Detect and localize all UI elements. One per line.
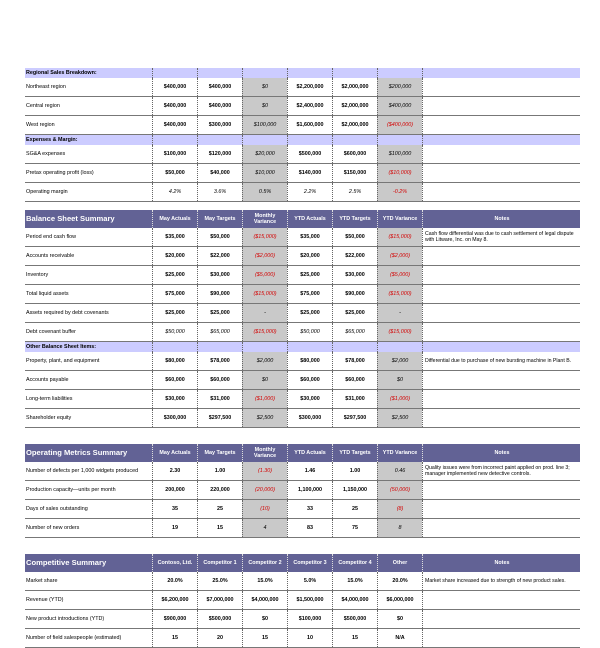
value-cell: $78,000 [197,352,242,370]
column-header: May Actuals [152,444,197,462]
table-row [25,116,580,135]
value-cell: $22,000 [197,247,242,265]
note-cell [422,266,579,284]
note-cell [422,519,579,537]
balance-sheet-header-title: Balance Sheet Summary [26,214,115,223]
table-row [25,145,580,164]
value-cell: $300,000 [152,409,197,427]
value-cell: 20.0% [152,572,197,590]
table-row [25,97,580,116]
value-cell: $80,000 [287,352,332,370]
value-cell: 35 [152,500,197,518]
value-cell: $6,200,000 [152,591,197,609]
note-cell [422,164,579,182]
value-cell: 1.00 [332,462,377,480]
value-cell: $2,000,000 [332,116,377,134]
value-cell: $80,000 [152,352,197,370]
column-header: YTD Targets [332,444,377,462]
row-label: Assets required by debt covenants [26,310,109,316]
note-cell [422,390,579,408]
value-cell: $500,000 [287,145,332,163]
column-header: YTD Targets [332,210,377,228]
row-label: West region [26,122,55,128]
value-cell: 8 [377,519,422,537]
value-cell: ($2,000) [377,247,422,265]
value-cell: $297,500 [332,409,377,427]
value-cell: 15.0% [332,572,377,590]
value-cell: $35,000 [287,228,332,246]
note-cell: Market share increased due to strength of new product sales. [422,572,579,590]
row-label: Accounts payable [26,377,69,383]
value-cell: ($15,000) [242,323,287,341]
value-cell: ($10,000) [377,164,422,182]
note-cell [422,247,579,265]
value-cell: $100,000 [152,145,197,163]
row-label: Operating margin [26,189,68,195]
value-cell: 20 [197,629,242,647]
row-label: Total liquid assets [26,291,69,297]
row-label: New product introductions (YTD) [26,616,105,622]
value-cell: 1,100,000 [287,481,332,499]
value-cell: 25 [197,500,242,518]
value-cell: $6,000,000 [377,591,422,609]
value-cell: $400,000 [152,78,197,96]
note-cell: Cash flow differential was due to cash settlement of legal dispute with Litware, Inc. on May 8. [422,228,579,246]
row-label: Northeast region [26,84,66,90]
value-cell: $31,000 [197,390,242,408]
value-cell: ($400,000) [377,116,422,134]
balance-sheet-header [25,210,580,228]
table-row [25,371,580,390]
value-cell: 3.6% [197,183,242,201]
table-row [25,519,580,538]
value-cell: 200,000 [152,481,197,499]
table-row [25,352,580,371]
value-cell: $31,000 [332,390,377,408]
value-cell: $60,000 [152,371,197,389]
note-cell [422,145,579,163]
value-cell: $2,500 [377,409,422,427]
value-cell: $2,000,000 [332,78,377,96]
value-cell: $90,000 [332,285,377,303]
value-cell: ($5,000) [377,266,422,284]
column-header: Monthly Variance [242,444,287,462]
value-cell: 25.0% [197,572,242,590]
table-row [25,409,580,428]
value-cell: $1,600,000 [287,116,332,134]
note-cell [422,481,579,499]
value-cell: $50,000 [332,228,377,246]
value-cell: $25,000 [332,304,377,322]
table-row [25,78,580,97]
row-label: Inventory [26,272,49,278]
row-label: Accounts receivable [26,253,75,259]
value-cell: $10,000 [242,164,287,182]
value-cell: 2.2% [287,183,332,201]
value-cell: 4 [242,519,287,537]
value-cell: 0.5% [242,183,287,201]
value-cell: $50,000 [197,228,242,246]
table-row [25,610,580,629]
value-cell: 15 [242,629,287,647]
value-cell: $400,000 [152,97,197,115]
column-header-notes: Notes [422,210,579,228]
value-cell: $500,000 [332,610,377,628]
column-header: May Actuals [152,210,197,228]
value-cell: 1.46 [287,462,332,480]
value-cell: - [377,304,422,322]
value-cell: $75,000 [287,285,332,303]
row-label: Pretax operating profit (loss) [26,170,94,176]
value-cell: ($15,000) [377,285,422,303]
value-cell: ($15,000) [377,323,422,341]
value-cell: $2,200,000 [287,78,332,96]
row-label: Days of sales outstanding [26,506,88,512]
column-header: Competitor 4 [332,554,377,572]
value-cell: $0 [242,610,287,628]
value-cell: ($1,000) [377,390,422,408]
row-label: Revenue (YTD) [26,597,64,603]
value-cell: $140,000 [287,164,332,182]
value-cell: $75,000 [152,285,197,303]
value-cell: 25 [332,500,377,518]
column-header: Other [377,554,422,572]
value-cell: $200,000 [377,78,422,96]
value-cell: $297,500 [197,409,242,427]
table-row [25,228,580,247]
value-cell: $120,000 [197,145,242,163]
note-cell [422,591,579,609]
value-cell: $25,000 [152,304,197,322]
table-row [25,266,580,285]
value-cell: ($5,000) [242,266,287,284]
value-cell: $100,000 [377,145,422,163]
value-cell: (20,000) [242,481,287,499]
row-label: Number of field salespeople (estimated) [26,635,122,641]
competitive-summary-header-title: Competitive Summary [26,558,107,567]
column-header-notes: Notes [422,444,579,462]
value-cell: (8) [377,500,422,518]
value-cell: $22,000 [332,247,377,265]
value-cell: $30,000 [152,390,197,408]
column-header: Competitor 3 [287,554,332,572]
value-cell: $0 [242,78,287,96]
value-cell: $25,000 [287,266,332,284]
value-cell: $100,000 [242,116,287,134]
value-cell: $400,000 [152,116,197,134]
note-cell [422,285,579,303]
value-cell: 4.2% [152,183,197,201]
table-row [25,481,580,500]
value-cell: 15 [332,629,377,647]
value-cell: 20.0% [377,572,422,590]
value-cell: -0.2% [377,183,422,201]
value-cell: ($15,000) [242,285,287,303]
table-row [25,462,580,481]
table-row [25,572,580,591]
value-cell: 2.5% [332,183,377,201]
value-cell: $60,000 [332,371,377,389]
table-row [25,629,580,648]
value-cell: 0.46 [377,462,422,480]
expenses-margin-heading-label: Expenses & Margin: [26,137,78,143]
note-cell [422,116,579,134]
column-header: May Targets [197,210,242,228]
value-cell: $0 [242,371,287,389]
value-cell: 1,150,000 [332,481,377,499]
note-cell [422,97,579,115]
table-row [25,390,580,409]
value-cell: $1,500,000 [287,591,332,609]
note-cell [422,371,579,389]
operating-metrics-header [25,444,580,462]
column-header: Competitor 2 [242,554,287,572]
value-cell: $30,000 [332,266,377,284]
value-cell: $400,000 [197,78,242,96]
column-header: YTD Actuals [287,210,332,228]
value-cell: $100,000 [287,610,332,628]
value-cell: $30,000 [287,390,332,408]
value-cell: $400,000 [197,97,242,115]
column-header-notes: Notes [422,554,579,572]
note-cell: Quality issues were from incorrect paint applied on prod. line 3; manager implemented new detective controls. [422,462,579,480]
value-cell: $300,000 [287,409,332,427]
value-cell: 75 [332,519,377,537]
value-cell: ($2,000) [242,247,287,265]
value-cell: $65,000 [332,323,377,341]
value-cell: 83 [287,519,332,537]
row-label: Property, plant, and equipment [26,358,100,364]
value-cell: $40,000 [197,164,242,182]
column-header: May Targets [197,444,242,462]
value-cell: - [242,304,287,322]
expenses-margin-heading [25,135,580,145]
column-header: YTD Variance [377,210,422,228]
note-cell [422,323,579,341]
value-cell: $50,000 [152,323,197,341]
value-cell: $2,000 [377,352,422,370]
value-cell: $0 [242,97,287,115]
value-cell: ($1,000) [242,390,287,408]
other-balance-heading-label: Other Balance Sheet Items: [26,344,97,350]
spreadsheet-report [25,68,580,648]
value-cell: 10 [287,629,332,647]
competitive-summary-header [25,554,580,572]
table-row [25,500,580,519]
value-cell: 15.0% [242,572,287,590]
table-row [25,591,580,610]
value-cell: 33 [287,500,332,518]
value-cell: 19 [152,519,197,537]
value-cell: N/A [377,629,422,647]
note-cell: Differential due to purchase of new bursting machine in Plant B. [422,352,579,370]
column-header: Monthly Variance [242,210,287,228]
row-label: Market share [26,578,58,584]
value-cell: $35,000 [152,228,197,246]
value-cell: $65,000 [197,323,242,341]
row-label: Shareholder equity [26,415,72,421]
row-label: Central region [26,103,60,109]
value-cell: 5.0% [287,572,332,590]
note-cell [422,629,579,647]
value-cell: 15 [197,519,242,537]
value-cell: $20,000 [152,247,197,265]
row-label: Production capacity—units per month [26,487,116,493]
value-cell: $90,000 [197,285,242,303]
value-cell: ($15,000) [377,228,422,246]
row-label: Number of new orders [26,525,80,531]
value-cell: 2.30 [152,462,197,480]
value-cell: $0 [377,371,422,389]
column-header: YTD Actuals [287,444,332,462]
value-cell: ($15,000) [242,228,287,246]
value-cell: $500,000 [197,610,242,628]
table-row [25,304,580,323]
value-cell: $50,000 [152,164,197,182]
column-header: YTD Variance [377,444,422,462]
note-cell [422,409,579,427]
table-row [25,285,580,304]
operating-metrics-header-title: Operating Metrics Summary [26,448,128,457]
value-cell: $60,000 [287,371,332,389]
value-cell: $900,000 [152,610,197,628]
value-cell: $25,000 [152,266,197,284]
value-cell: $25,000 [197,304,242,322]
value-cell: $0 [377,610,422,628]
value-cell: $30,000 [197,266,242,284]
row-label: Period end cash flow [26,234,77,240]
row-label: Number of defects per 1,000 widgets produced [26,468,139,474]
value-cell: 1.00 [197,462,242,480]
note-cell [422,304,579,322]
value-cell: (10) [242,500,287,518]
value-cell: $600,000 [332,145,377,163]
value-cell: $300,000 [197,116,242,134]
regional-sales-heading [25,68,580,78]
value-cell: $20,000 [242,145,287,163]
regional-sales-heading-label: Regional Sales Breakdown: [26,70,97,76]
table-row [25,323,580,342]
row-label: Debt covenant buffer [26,329,76,335]
note-cell [422,610,579,628]
value-cell: $4,000,000 [242,591,287,609]
table-row [25,247,580,266]
table-row [25,164,580,183]
value-cell: 220,000 [197,481,242,499]
value-cell: $25,000 [287,304,332,322]
note-cell [422,500,579,518]
value-cell: $400,000 [377,97,422,115]
note-cell [422,183,579,201]
value-cell: $2,500 [242,409,287,427]
note-cell [422,78,579,96]
value-cell: $50,000 [287,323,332,341]
row-label: SG&A expenses [26,151,66,157]
value-cell: $2,400,000 [287,97,332,115]
row-label: Long-term liabilities [26,396,73,402]
value-cell: $20,000 [287,247,332,265]
value-cell: $150,000 [332,164,377,182]
column-header: Competitor 1 [197,554,242,572]
value-cell: $60,000 [197,371,242,389]
value-cell: $7,000,000 [197,591,242,609]
other-balance-heading [25,342,580,352]
value-cell: (1.30) [242,462,287,480]
value-cell: $78,000 [332,352,377,370]
value-cell: 15 [152,629,197,647]
table-row [25,183,580,202]
column-header: Contoso, Ltd. [152,554,197,572]
value-cell: $2,000,000 [332,97,377,115]
value-cell: $2,000 [242,352,287,370]
value-cell: (50,000) [377,481,422,499]
value-cell: $4,000,000 [332,591,377,609]
